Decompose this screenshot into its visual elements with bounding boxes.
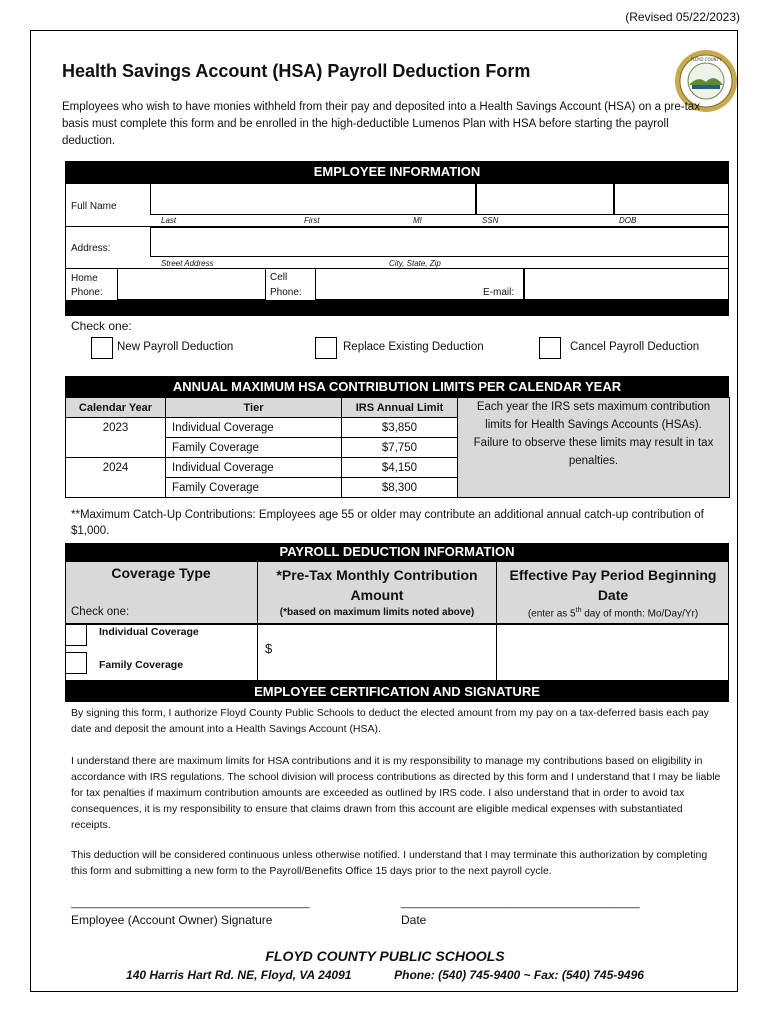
svg-text:FLOYD COUNTY: FLOYD COUNTY <box>690 57 722 62</box>
col-tier: Tier <box>166 398 342 418</box>
replace-deduction-label: Replace Existing Deduction <box>343 341 484 353</box>
home-phone-label: Phone: <box>71 287 103 298</box>
limit-2023-family: $7,750 <box>342 438 458 458</box>
cancel-deduction-label: Cancel Payroll Deduction <box>570 341 700 353</box>
certification-header: EMPLOYEE CERTIFICATION AND SIGNATURE <box>65 681 729 702</box>
new-deduction-checkbox[interactable] <box>91 337 113 359</box>
catchup-note: **Maximum Catch-Up Contributions: Employees age 55 or older may contribute an additional annual catch-up contribution of $1,000. <box>71 509 704 537</box>
year-2023: 2023 <box>66 418 166 458</box>
date-line[interactable]: _______________________________________ <box>401 897 640 909</box>
employee-info-header: EMPLOYEE INFORMATION <box>65 161 729 183</box>
cancel-deduction-checkbox[interactable] <box>539 337 561 359</box>
form-page <box>30 30 738 992</box>
footer-address: 140 Harris Hart Rd. NE, Floyd, VA 24091 <box>126 968 352 982</box>
cert-paragraph-3: This deduction will be considered continuous unless otherwise notified. I understand that I may terminate this authorization by completing this form and submitting a new form to the Payroll/Benefits Office 15 days prior to the next payroll cycle. <box>71 849 708 877</box>
home-phone-field[interactable] <box>117 268 266 300</box>
cell-phone-label: Phone: <box>270 287 302 298</box>
dob-field[interactable] <box>614 183 729 215</box>
footer-contact: Phone: (540) 745-9400 ~ Fax: (540) 745-9496 <box>394 968 644 982</box>
family-coverage-label: Family Coverage <box>99 659 184 671</box>
contribution-amount-input[interactable] <box>257 624 497 681</box>
limits-note: Each year the IRS sets maximum contribution limits for Health Savings Accounts (HSAs). Failure to observe these limits may result in tax penalties. <box>458 398 730 498</box>
limit-2023-individual: $3,850 <box>342 418 458 438</box>
tier-2024-family: Family Coverage <box>166 478 342 498</box>
home-label: Home <box>71 273 98 284</box>
effective-date-subtext <box>497 607 729 619</box>
limits-table <box>65 397 730 498</box>
street-sublabel: Street Address <box>161 259 214 268</box>
limit-2024-family: $8,300 <box>342 478 458 498</box>
limits-header: ANNUAL MAXIMUM HSA CONTRIBUTION LIMITS PER CALENDAR YEAR <box>65 376 729 397</box>
coverage-check-one: Check one: <box>71 606 130 618</box>
dollar-sign: $ <box>265 641 273 656</box>
effective-date-sub-a: (enter as 5 <box>527 608 576 620</box>
check-one-label: Check one: <box>71 319 132 333</box>
signature-label: Employee (Account Owner) Signature <box>71 913 273 927</box>
payroll-header: PAYROLL DEDUCTION INFORMATION <box>65 543 729 561</box>
col-calendar-year: Calendar Year <box>66 398 166 418</box>
employee-info-bottom-bar <box>65 300 729 316</box>
cert-paragraph-1: By signing this form, I authorize Floyd County Public Schools to deduct the elected amount from my pay on a tax-deferred basis each pay date and deposit the amount into a Health Savings Account (HSA). <box>71 707 709 735</box>
first-sublabel: First <box>304 216 320 225</box>
page-title: Health Savings Account (HSA) Payroll Deduction Form <box>62 61 531 81</box>
city-sublabel: City, State, Zip <box>389 259 441 268</box>
email-field[interactable] <box>524 268 729 300</box>
full-name-label: Full Name <box>71 201 117 212</box>
col-irs-limit: IRS Annual Limit <box>342 398 458 418</box>
ssn-sublabel: SSN <box>482 216 499 225</box>
footer-contact-line <box>0 968 770 982</box>
cell-label: Cell <box>270 272 288 283</box>
contribution-heading: *Pre-Tax Monthly Contribution Amount <box>276 567 478 603</box>
effective-date-heading: Effective Pay Period Beginning Date <box>509 567 717 603</box>
tier-2023-individual: Individual Coverage <box>166 418 342 438</box>
family-coverage-checkbox[interactable] <box>65 652 87 674</box>
effective-date-input[interactable] <box>497 624 729 681</box>
effective-date-sup: th <box>575 607 582 614</box>
effective-date-sub-b: day of month: Mo/Day/Yr) <box>581 608 699 620</box>
tier-2024-individual: Individual Coverage <box>166 458 342 478</box>
last-sublabel: Last <box>161 216 177 225</box>
contribution-subtext: (*based on maximum limits noted above) <box>279 607 475 618</box>
cert-paragraph-2: I understand there are maximum limits for HSA contributions and it is my responsibility to manage my contributions based on eligibility in accordance with IRS regulations. The school division will process contributions as directed by this form and I understand that I may be liable for tax penalties if maximum contribution amounts are exceeded as outlined by IRS code. I also understand that in order to avoid tax consequences, it is my responsibility to ensure that claims drawn from this account are eligible medical expenses with substantiated receipts. <box>71 755 721 831</box>
revision-date: (Revised 05/22/2023) <box>625 10 740 24</box>
tier-2023-family: Family Coverage <box>166 438 342 458</box>
address-field[interactable] <box>150 227 729 257</box>
limit-2024-individual: $4,150 <box>342 458 458 478</box>
signature-line[interactable]: _______________________________________ <box>71 897 310 909</box>
footer-org: FLOYD COUNTY PUBLIC SCHOOLS <box>265 948 505 964</box>
address-label: Address: <box>71 243 111 254</box>
individual-coverage-checkbox[interactable] <box>65 624 87 646</box>
mi-sublabel: MI <box>413 216 422 225</box>
new-deduction-label: New Payroll Deduction <box>117 341 234 353</box>
intro-text: Employees who wish to have monies withheld from their pay and deposited into a Health Savings Account (HSA) on a pre-tax basis must complete this form and be enrolled in the high-deductible Lumenos Plan with HSA before starting the payroll deduction. <box>62 101 700 147</box>
name-field[interactable] <box>150 183 476 215</box>
replace-deduction-checkbox[interactable] <box>315 337 337 359</box>
coverage-type-heading: Coverage Type <box>111 565 211 581</box>
ssn-field[interactable] <box>476 183 614 215</box>
date-label: Date <box>401 913 427 927</box>
email-label: E-mail: <box>483 287 515 298</box>
year-2024: 2024 <box>66 458 166 498</box>
dob-sublabel: DOB <box>619 216 637 225</box>
individual-coverage-label: Individual Coverage <box>99 626 199 638</box>
